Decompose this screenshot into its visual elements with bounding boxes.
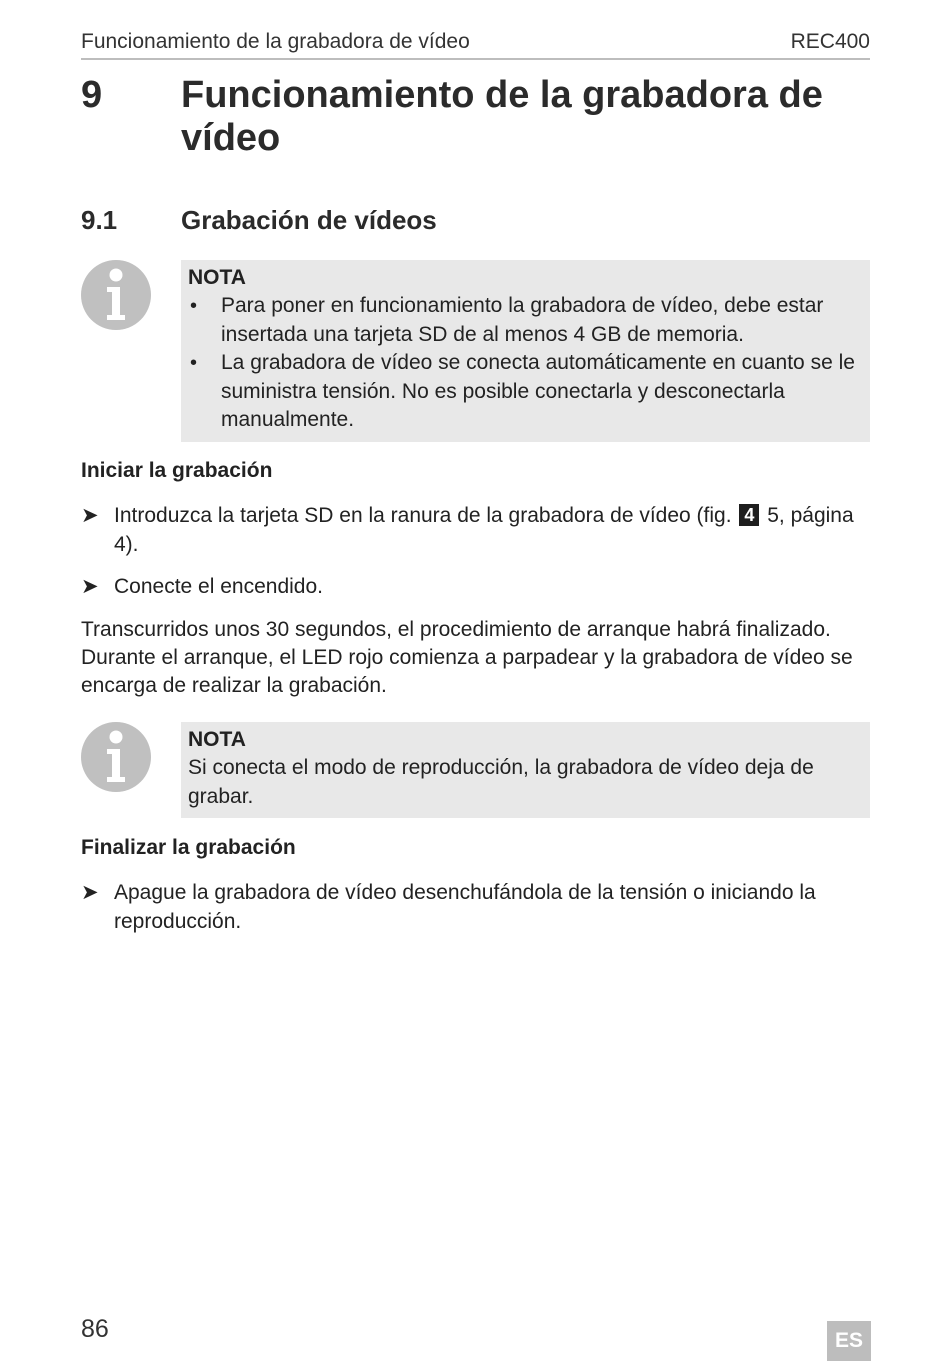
note-item: • La grabadora de vídeo se conecta automáticamente en cuanto se le suministra tensión. No es posible conectarla y desconectarla manualmente. bbox=[188, 349, 860, 435]
info-icon bbox=[80, 721, 152, 793]
step-power-off bbox=[81, 879, 861, 936]
startup-paragraph: Transcurridos unos 30 segundos, el procedimiento de arranque habrá finalizado. Durante el arranque, el LED rojo comienza a parpadear y la grabadora de vídeo se encarga de realizar la grabación. bbox=[81, 618, 853, 697]
language-badge: ES bbox=[827, 1321, 871, 1361]
arrow-icon: ➤ bbox=[81, 881, 99, 904]
step-text-before: Introduzca la tarjeta SD en la ranura de la grabadora de vídeo (fig. bbox=[114, 504, 732, 527]
note-title: NOTA bbox=[188, 728, 246, 751]
note-text: Si conecta el modo de reproducción, la grabadora de vídeo deja de grabar. bbox=[188, 756, 814, 808]
note-box-playback bbox=[181, 722, 870, 818]
info-icon bbox=[80, 259, 152, 331]
chapter-title: Funcionamiento de la grabadora de vídeo bbox=[181, 74, 823, 159]
heading-stop-recording: Finalizar la grabación bbox=[81, 836, 296, 859]
arrow-icon: ➤ bbox=[81, 575, 99, 598]
note-title: NOTA bbox=[188, 266, 246, 289]
chapter-number: 9 bbox=[81, 74, 103, 116]
figure-badge: 4 bbox=[739, 504, 759, 526]
arrow-icon: ➤ bbox=[81, 504, 99, 527]
step-ignition bbox=[81, 573, 861, 602]
note-item: • Para poner en funcionamiento la grabadora de vídeo, debe estar insertada una tarjeta SD de al menos 4 GB de memoria. bbox=[188, 292, 860, 349]
heading-start-recording: Iniciar la grabación bbox=[81, 459, 273, 482]
note-list bbox=[188, 292, 860, 435]
section-number: 9.1 bbox=[81, 205, 118, 235]
page-header bbox=[81, 28, 870, 60]
section-title: Grabación de vídeos bbox=[181, 205, 437, 235]
step-text: Conecte el encendido. bbox=[114, 575, 323, 598]
header-section-title: Funcionamiento de la grabadora de vídeo bbox=[81, 30, 470, 53]
note-box-sd-card bbox=[181, 260, 870, 442]
header-model: REC400 bbox=[790, 30, 870, 53]
step-insert-sd bbox=[81, 502, 861, 559]
step-text-after: 5, página 4). bbox=[114, 504, 854, 556]
step-text: Apague la grabadora de vídeo desenchufándola de la tensión o iniciando la reproducción. bbox=[114, 881, 816, 933]
page-number: 86 bbox=[81, 1315, 109, 1343]
